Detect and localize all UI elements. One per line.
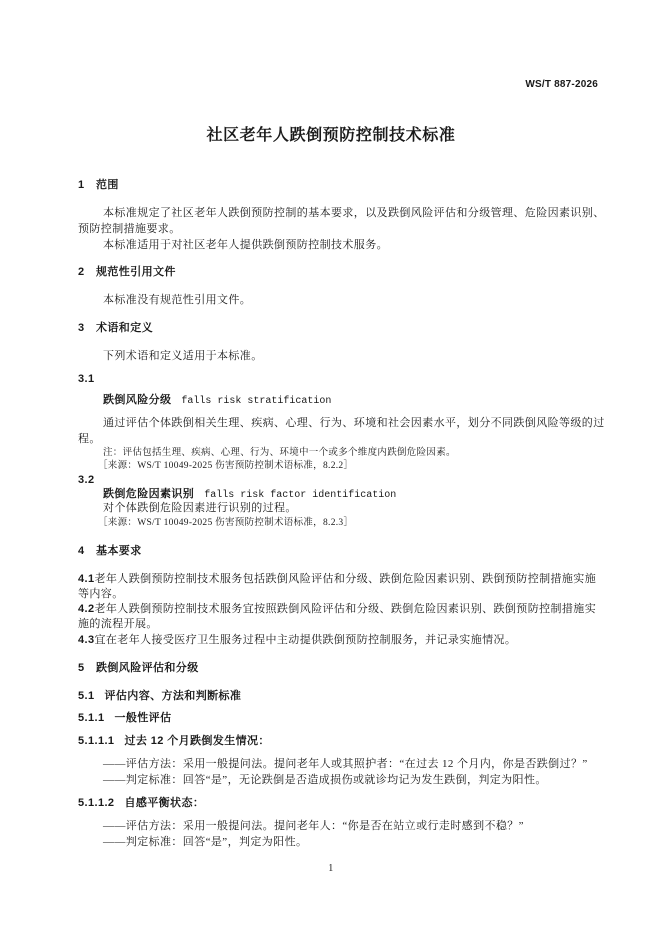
section-number: 5 bbox=[78, 662, 85, 674]
subsection-number: 5.1 bbox=[78, 690, 95, 702]
subsection-title: 一般性评估 bbox=[114, 712, 172, 724]
clause-number: 4.1 bbox=[78, 573, 95, 585]
list-item: ——判定标准：回答“是”，无论跌倒是否造成损伤或就诊均记为发生跌倒，判定为阳性。 bbox=[103, 774, 547, 786]
subsection-number: 5.1.1.1 bbox=[78, 735, 115, 747]
page-number: 1 bbox=[328, 863, 334, 874]
section-number: 4 bbox=[78, 545, 85, 557]
term-entry bbox=[103, 392, 331, 410]
section-title: 规范性引用文件 bbox=[96, 266, 176, 278]
term-source: ［来源：WS/T 10049-2025 伤害预防控制术语标准，8.2.3］ bbox=[98, 518, 354, 528]
list-item: ——评估方法：采用一般提问法。提问老年人：“你是否在站立或行走时感到不稳？” bbox=[103, 820, 524, 832]
section-heading-5 bbox=[78, 660, 199, 676]
subsection-title: 评估内容、方法和判断标准 bbox=[104, 690, 242, 702]
page-title: 社区老年人跌倒预防控制技术标准 bbox=[206, 127, 456, 144]
clause-number: 4.2 bbox=[78, 603, 95, 615]
subsection-heading-5-1-1-1 bbox=[78, 733, 270, 749]
term-source: ［来源：WS/T 10049-2025 伤害预防控制术语标准，8.2.2］ bbox=[98, 461, 354, 471]
clause-4-2 bbox=[78, 601, 596, 617]
subsection-title: 过去 12 个月跌倒发生情况： bbox=[124, 735, 270, 747]
clause-text: 老年人跌倒预防控制技术服务包括跌倒风险评估和分级、跌倒危险因素识别、跌倒预防控制措施实施 bbox=[94, 573, 597, 585]
clause-text-line: 等内容。 bbox=[78, 588, 124, 600]
paragraph-line: 本标准没有规范性引用文件。 bbox=[103, 294, 252, 306]
clause-text: 老年人跌倒预防控制技术服务宜按照跌倒风险评估和分级、跌倒危险因素识别、跌倒预防控制措施实 bbox=[94, 603, 597, 615]
section-title: 范围 bbox=[96, 179, 119, 191]
document-code: WS/T 887-2026 bbox=[525, 79, 598, 90]
paragraph-line: 预防控制措施要求。 bbox=[78, 223, 181, 235]
section-title: 基本要求 bbox=[96, 545, 142, 557]
paragraph-line: 本标准规定了社区老年人跌倒预防控制的基本要求，以及跌倒风险评估和分级管理、危险因素识别、 bbox=[103, 207, 605, 219]
subsection-heading-5-1 bbox=[78, 688, 241, 704]
subsection-heading-5-1-1 bbox=[78, 710, 171, 726]
subsection-heading-5-1-1-2 bbox=[78, 795, 204, 811]
section-heading-2 bbox=[78, 264, 176, 280]
term-note: 注：评估包括生理、疾病、心理、行为、环境中一个或多个维度内跌倒危险因素。 bbox=[103, 448, 456, 458]
list-item: ——评估方法：采用一般提问法。提问老年人或其照护者：“在过去 12 个月内，你是否跌倒过？” bbox=[103, 758, 588, 770]
term-definition-line: 通过评估个体跌倒相关生理、疾病、心理、行为、环境和社会因素水平，划分不同跌倒风险等级的过 bbox=[103, 417, 605, 429]
term-number: 3.1 bbox=[78, 373, 95, 385]
paragraph-line: 下列术语和定义适用于本标准。 bbox=[103, 350, 263, 362]
term-definition-line: 对个体跌倒危险因素进行识别的过程。 bbox=[103, 502, 297, 514]
subsection-number: 5.1.1.2 bbox=[78, 797, 115, 809]
term-chinese: 跌倒危险因素识别 bbox=[103, 488, 195, 500]
section-title: 跌倒风险评估和分级 bbox=[96, 662, 199, 674]
paragraph-line: 本标准适用于对社区老年人提供跌倒预防控制技术服务。 bbox=[103, 239, 388, 251]
term-chinese: 跌倒风险分级 bbox=[103, 394, 172, 406]
section-number: 1 bbox=[78, 179, 85, 191]
section-title: 术语和定义 bbox=[96, 322, 153, 334]
clause-text-line: 施的流程开展。 bbox=[78, 618, 158, 630]
section-heading-4 bbox=[78, 543, 142, 559]
subsection-title: 自感平衡状态： bbox=[124, 797, 205, 809]
section-heading-1 bbox=[78, 177, 119, 193]
clause-text: 宜在老年人接受医疗卫生服务过程中主动提供跌倒预防控制服务，并记录实施情况。 bbox=[94, 634, 517, 646]
clause-4-3 bbox=[78, 632, 516, 648]
term-english: falls risk stratification bbox=[181, 396, 332, 407]
term-number: 3.2 bbox=[78, 474, 95, 486]
clause-number: 4.3 bbox=[78, 634, 95, 646]
clause-4-1 bbox=[78, 571, 596, 587]
section-number: 2 bbox=[78, 266, 85, 278]
list-item: ——判定标准：回答“是”，判定为阳性。 bbox=[103, 836, 308, 848]
section-number: 3 bbox=[78, 322, 85, 334]
term-definition-line: 程。 bbox=[78, 433, 101, 445]
section-heading-3 bbox=[78, 320, 153, 336]
term-english: falls risk factor identification bbox=[204, 490, 397, 501]
subsection-number: 5.1.1 bbox=[78, 712, 105, 724]
